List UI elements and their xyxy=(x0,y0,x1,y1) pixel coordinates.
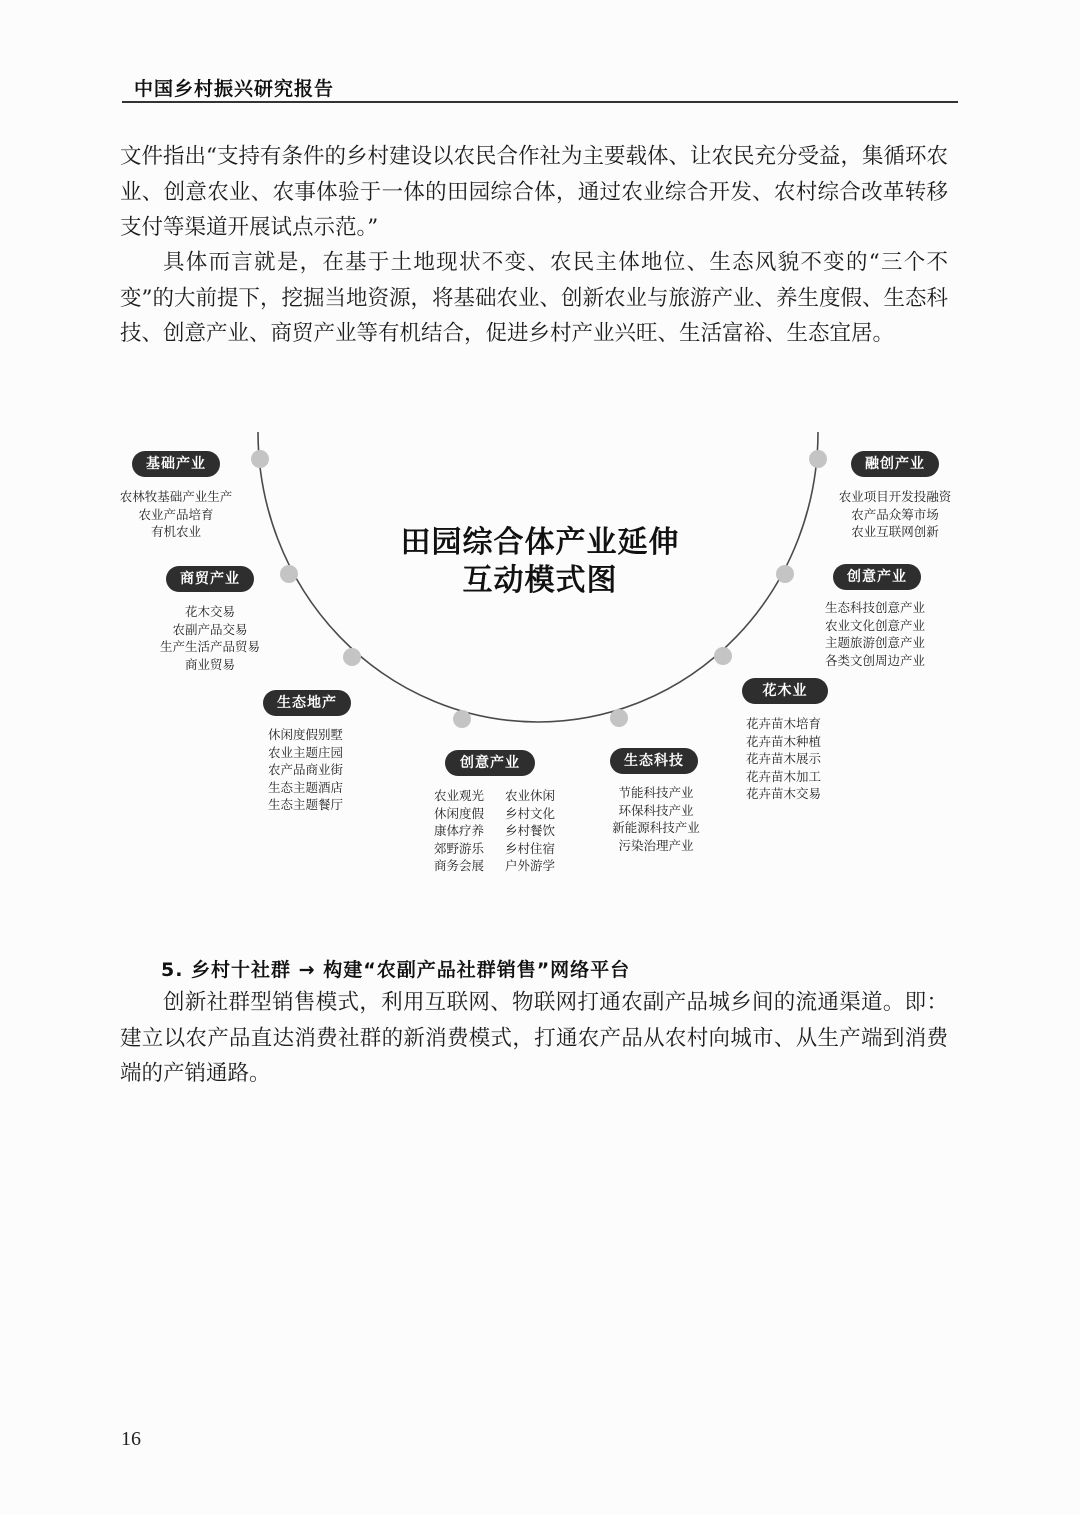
list-item: 污染治理产业 xyxy=(618,837,694,853)
list-item: 商务会展 xyxy=(434,858,485,874)
paragraph-explanation: 具体而言就是，在基于土地现状不变、农民主体地位、生态风貌不变的“三个不变”的大前提下，挖掘当地资源，将基础农业、创新农业与旅游产业、养生度假、生态科技、创意产业、商贸产业等有机结合，促进乡村产业兴旺、生活富裕、生态宜居。 xyxy=(120,250,948,346)
node-label-fusion: 融创产业 xyxy=(851,451,939,477)
node-items-ecotech xyxy=(600,784,712,854)
list-item: 农副产品交易 xyxy=(172,621,248,637)
list-item: 农业文化创意产业 xyxy=(825,617,926,633)
list-item: 环保科技产业 xyxy=(618,802,694,818)
list-item: 有机农业 xyxy=(150,524,201,540)
list-item: 花卉苗木展示 xyxy=(746,751,822,767)
running-header-title: 中国乡村振兴研究报告 xyxy=(134,78,335,100)
list-item: 各类文创周边产业 xyxy=(825,652,926,668)
list-item: 生态主题餐厅 xyxy=(268,797,344,813)
arc-dot-realestate xyxy=(343,648,361,666)
list-item: 农产品商业街 xyxy=(268,762,344,778)
list-item: 农业主题庄园 xyxy=(268,744,344,760)
list-item: 花卉苗木加工 xyxy=(746,768,822,784)
arc-dot-flowers xyxy=(714,647,732,665)
arc-dot-fusion xyxy=(809,450,827,468)
list-item: 休闲度假别墅 xyxy=(268,727,344,742)
list-item: 农业互联网创新 xyxy=(851,524,939,540)
list-item: 农业休闲 xyxy=(505,788,556,803)
list-item: 户外游学 xyxy=(505,858,556,874)
list-item: 主题旅游创意产业 xyxy=(825,635,926,651)
node-label-creative-bottom: 创意产业 xyxy=(445,750,535,776)
list-item: 农业产品培育 xyxy=(138,506,214,522)
list-item: 乡村餐饮 xyxy=(505,823,556,839)
node-items-flowers xyxy=(746,715,846,803)
node-label-flowers: 花木业 xyxy=(742,678,828,704)
section-heading: 5. 乡村十社群 → 构建“农副产品社群销售”网络平台 xyxy=(161,959,631,981)
list-item: 农业项目开发投融资 xyxy=(838,489,952,504)
list-item: 郊野游乐 xyxy=(434,840,485,856)
list-item: 乡村住宿 xyxy=(505,840,556,856)
list-item: 农业观光 xyxy=(434,788,485,803)
node-items-realestate xyxy=(268,726,368,814)
diagram-title-line1: 田园综合体产业延伸 xyxy=(400,525,680,560)
page-number: 16 xyxy=(121,1428,141,1450)
node-label-ecotech: 生态科技 xyxy=(610,748,698,774)
list-item: 休闲度假 xyxy=(434,805,485,821)
list-item: 农产品众筹市场 xyxy=(851,506,939,522)
arc-dot-creative-right xyxy=(776,565,794,583)
list-item: 商业贸易 xyxy=(184,656,235,672)
list-item: 生产生活产品贸易 xyxy=(159,639,260,655)
list-item: 农林牧基础产业生产 xyxy=(119,489,233,504)
list-item: 花卉苗木培育 xyxy=(746,716,822,731)
arc-dot-trade xyxy=(280,565,298,583)
list-item: 花卉苗木交易 xyxy=(746,786,822,802)
arc-dot-creative-bottom xyxy=(453,710,471,728)
node-items-basic xyxy=(110,488,242,541)
list-item: 生态科技创意产业 xyxy=(825,600,926,615)
industry-extension-diagram xyxy=(100,420,980,890)
diagram-title-line2: 互动模式图 xyxy=(462,563,618,598)
paragraph-community-sales: 创新社群型销售模式，利用互联网、物联网打通农副产品城乡间的流通渠道。即：建立以农产品直达消费社群的新消费模式，打通农产品从农村向城市、从生产端到消费端的产销通路。 xyxy=(120,990,948,1086)
diagram-title xyxy=(380,524,700,600)
list-item: 康体疗养 xyxy=(434,823,485,839)
node-items-fusion xyxy=(828,488,962,541)
arc-dot-basic xyxy=(251,450,269,468)
list-item: 生态主题酒店 xyxy=(268,779,344,795)
arc-dot-ecotech xyxy=(610,709,628,727)
list-item: 花木交易 xyxy=(184,604,235,619)
list-item: 花卉苗木种植 xyxy=(746,733,822,749)
header-rule xyxy=(122,101,958,103)
list-item: 节能科技产业 xyxy=(618,785,694,800)
list-item: 新能源科技产业 xyxy=(612,820,700,836)
list-item: 乡村文化 xyxy=(505,805,556,821)
node-label-realestate: 生态地产 xyxy=(263,690,351,716)
paragraph-document-quote: 文件指出“支持有条件的乡村建设以农民合作社为主要载体、让农民充分受益，集循环农业、创意农业、农事体验于一体的田园综合体，通过农业综合开发、农村综合改革转移支付等渠道开展试点示范。” xyxy=(120,144,948,240)
node-label-basic: 基础产业 xyxy=(132,451,220,477)
node-items-creative-right xyxy=(825,599,945,669)
node-label-creative-right: 创意产业 xyxy=(833,564,921,590)
node-items-creative-bottom xyxy=(434,787,564,875)
node-label-trade: 商贸产业 xyxy=(166,566,254,592)
node-items-trade xyxy=(150,603,270,673)
